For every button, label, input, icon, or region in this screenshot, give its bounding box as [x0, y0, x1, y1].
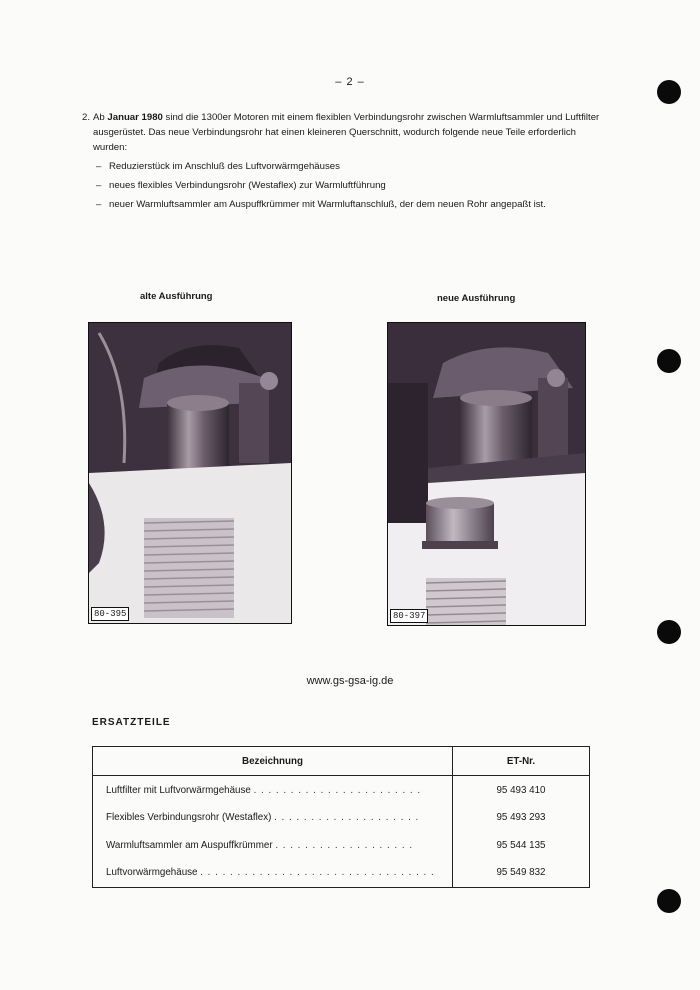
page-number: – 2 – [335, 76, 365, 88]
paragraph-body [93, 110, 602, 155]
table-row [93, 804, 590, 831]
figure-label-new: 80-397 [390, 609, 428, 623]
part-number: 95 493 410 [453, 776, 590, 805]
table-cell-designation [93, 859, 453, 888]
part-number: 95 544 135 [453, 831, 590, 858]
paragraph-prefix: Ab [93, 112, 108, 123]
list-item [96, 160, 606, 174]
leader-dots: . . . . . . . . . . . . . . . . . . . . [274, 812, 420, 824]
table-row [93, 859, 590, 888]
column-header-designation: Bezeichnung [93, 747, 453, 776]
leader-dots: . . . . . . . . . . . . . . . . . . . . . . . . . . . . . . . . [200, 867, 435, 879]
paragraph-2 [82, 110, 602, 155]
caption-old-version: alte Ausführung [140, 291, 213, 302]
part-name: Warmluftsammler am Auspuffkrümmer [106, 839, 273, 851]
part-number: 95 549 832 [453, 859, 590, 888]
list-item-text: neuer Warmluftsammler am Auspuffkrümmer mit Warmluftanschluß, der dem neuen Rohr angepaßt ist. [109, 199, 546, 210]
parts-change-list [96, 160, 606, 217]
table-row [93, 776, 590, 805]
part-name: Luftvorwärmgehäuse [106, 867, 198, 879]
paragraph-date: Januar 1980 [107, 112, 163, 123]
caption-new-version: neue Ausführung [437, 293, 516, 304]
list-item [96, 179, 606, 193]
table-cell-designation [93, 831, 453, 858]
website-url: www.gs-gsa-ig.de [306, 675, 394, 687]
table-header-row [93, 747, 590, 776]
part-name: Luftfilter mit Luftvorwärmgehäuse [106, 784, 251, 796]
bullet-dash: – [96, 199, 102, 210]
bullet-dash: – [96, 180, 102, 191]
leader-dots: . . . . . . . . . . . . . . . . . . . . . . . [253, 784, 422, 796]
column-header-part-number: ET-Nr. [453, 747, 590, 776]
bullet-dash: – [96, 161, 102, 172]
paragraph-text: sind die 1300er Motoren mit einem flexiblen Verbindungsrohr zwischen Warmluftsammler und Luftfilter ausgerüstet. Das neue Verbindungsrohr hat einen kleineren Querschnitt, wodurch folgende neue Teile erforderlich wurden: [93, 112, 600, 153]
parts-table [92, 746, 590, 888]
engine-photo-old [89, 323, 291, 623]
figure-label-old: 80-395 [91, 607, 129, 621]
part-number: 95 493 293 [453, 804, 590, 831]
table-cell-designation [93, 776, 453, 805]
part-name: Flexibles Verbindungsrohr (Westaflex) [106, 812, 272, 824]
table-row [93, 831, 590, 858]
parts-section-title: ERSATZTEILE [92, 717, 171, 728]
leader-dots: . . . . . . . . . . . . . . . . . . . [275, 839, 414, 851]
list-item-text: Reduzierstück im Anschluß des Luftvorwärmgehäuses [109, 161, 340, 172]
engine-photo-new [388, 323, 585, 625]
section-number: 2. [82, 112, 91, 123]
list-item [96, 198, 606, 212]
photo-old-version [88, 322, 292, 624]
photo-new-version [387, 322, 586, 626]
punch-hole [657, 349, 681, 373]
punch-hole [657, 620, 681, 644]
table-cell-designation [93, 804, 453, 831]
punch-hole [657, 80, 681, 104]
list-item-text: neues flexibles Verbindungsrohr (Westaflex) zur Warmluftführung [109, 180, 386, 191]
punch-hole [657, 889, 681, 913]
